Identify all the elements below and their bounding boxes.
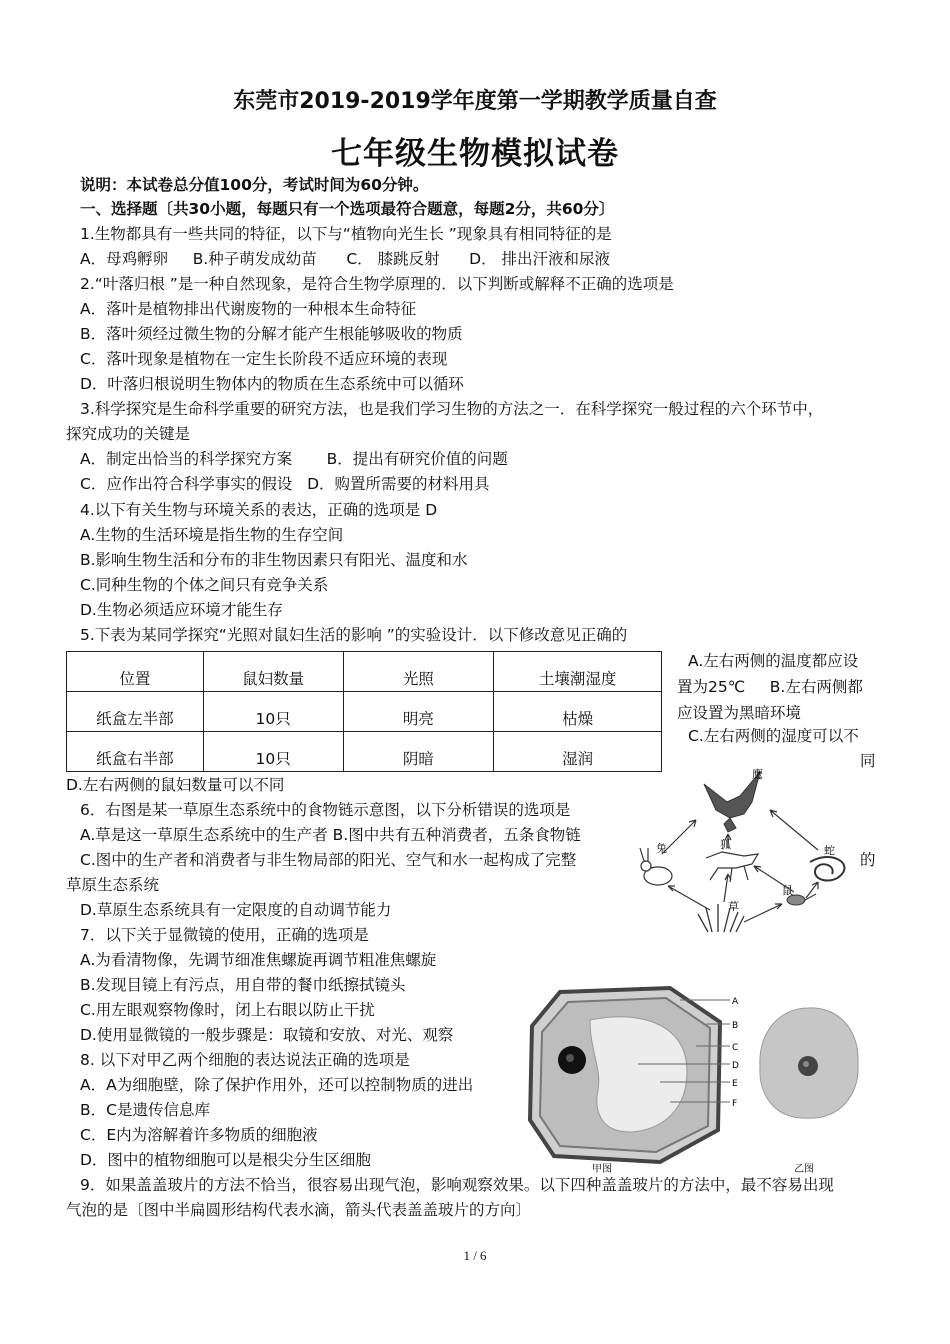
fox-icon [706,852,758,882]
table-cell: 湿润 [494,732,662,772]
q7-option-b: B.发现目镜上有污点，用自带的餐巾纸擦拭镜头 [80,976,406,994]
q9-stem-line1: 9．如果盖盖玻片的方法不恰当，很容易出现气泡，影响观察效果。以下四种盖盖玻片的方法中，最不容易出现 [80,1176,834,1194]
table-cell: 纸盒右半部 [67,732,204,772]
q2-option-a: A．落叶是植物排出代谢废物的一种根本生命特征 [80,300,417,318]
experiment-table [66,651,662,772]
q1-stem: 1.生物都具有一些共同的特征，以下与“植物向光生长 ”现象具有相同特征的是 [80,225,612,243]
q3-options-cd: C．应作出符合科学事实的假设 D．购置所需要的材料用具 [80,475,490,493]
label-b: B [732,1021,739,1031]
q6-option-d: D.草原生态系统具有一定限度的自动调节能力 [80,901,392,919]
label-a: A [732,997,739,1007]
q5-side-line3: 应设置为黑暗环境 [677,704,802,722]
q6-option-c-tail: 的 [860,851,876,869]
q9-stem-line2: 气泡的是〔图中半扁圆形结构代表水滴，箭头代表盖盖玻片的方向〕 [66,1201,532,1219]
q4-option-c: C.同种生物的个体之间只有竞争关系 [80,576,329,594]
q6-option-c-line1: C.图中的生产者和消费者与非生物局部的阳光、空气和水一起构成了完整 [80,851,577,869]
label-c: C [732,1043,739,1053]
q3-stem-line1: 3.科学探究是生命科学重要的研究方法，也是我们学习生物的方法之一．在科学探究一般过程的六个环节中， [80,400,824,418]
q8-option-b: B．C是遗传信息库 [80,1101,210,1119]
page-number: 1 / 6 [463,1248,487,1263]
q2-stem: 2.“叶落归根 ”是一种自然现象，是符合生物学原理的．以下判断或解释不正确的选项是 [80,275,674,293]
q7-option-c: C.用左眼观察物像时，闭上右眼以防止干扰 [80,1001,375,1019]
q3-options-ab: A．制定出恰当的科学探究方案 B．提出有研究价值的问题 [80,450,508,468]
q2-option-b: B．落叶须经过微生物的分解才能产生根能够吸收的物质 [80,325,463,343]
q5-side-line2: 置为25℃ B.左右两侧都 [677,678,863,696]
q3-stem-line2: 探究成功的关键是 [66,425,191,443]
section-heading: 一、选择题〔共30小题，每题只有一个选项最符合题意，每题2分，共60分〕 [80,200,615,218]
label-fox: 狐 [720,838,731,851]
q4-option-b: B.影响生物生活和分布的非生物因素只有阳光、温度和水 [80,551,468,569]
q5-option-d: D.左右两侧的鼠妇数量可以不同 [66,776,285,794]
q8-stem: 8. 以下对甲乙两个细胞的表达说法正确的选项是 [80,1051,410,1069]
table-header-row [67,652,662,692]
q5-side-line1: A.左右两侧的温度都应设 [688,652,859,670]
table-cell: 明亮 [343,692,494,732]
q4-option-a: A.生物的生活环境是指生物的生存空间 [80,526,344,544]
exam-main-title: 七年级生物模拟试卷 [331,136,619,172]
table-row [67,692,662,732]
cell-figure [520,980,870,1175]
q4-stem: 4.以下有关生物与环境关系的表达，正确的选项是 D [80,501,438,519]
table-cell: 10只 [203,692,343,732]
q5-side-line5: 同 [860,752,876,770]
q4-option-d: D.生物必须适应环境才能生存 [80,601,283,619]
label-e: E [732,1079,738,1089]
table-header-cell: 光照 [343,652,494,692]
label-d: D [732,1061,739,1071]
q7-option-a: A.为看清物像，先调节细准焦螺旋再调节粗准焦螺旋 [80,951,437,969]
table-cell: 阴暗 [343,732,494,772]
eagle-icon [704,772,760,832]
table-header-cell: 鼠妇数量 [203,652,343,692]
table-header-cell: 位置 [67,652,204,692]
q7-option-d: D.使用显微镜的一般步骤是：取镜和安放、对光、观察 [80,1026,454,1044]
exam-header-title: 东莞市2019-2019学年度第一学期教学质量自查 [233,89,717,114]
q5-side-line4: C.左右两侧的湿度可以不 [688,727,859,745]
label-f: F [732,1099,738,1109]
label-mouse: 鼠 [782,884,793,897]
snake-icon [810,857,844,881]
table-row [67,732,662,772]
q2-option-d: D．叶落归根说明生物体内的物质在生态系统中可以循环 [80,375,464,393]
q8-option-d: D．图中的植物细胞可以是根尖分生区细胞 [80,1151,371,1169]
plant-cell-icon [530,988,720,1162]
q5-stem: 5.下表为某同学探究“光照对鼠妇生活的影响 ”的实验设计．以下修改意见正确的 [80,626,628,644]
q6-option-ab: A.草是这一草原生态系统中的生产者 B.图中共有五种消费者，五条食物链 [80,826,581,844]
label-jia: 甲图 [592,1164,612,1175]
label-yi: 乙图 [794,1164,814,1175]
label-rabbit: 兔 [656,842,667,855]
table-cell: 纸盒左半部 [67,692,204,732]
animal-cell-icon [760,1008,858,1118]
exam-note: 说明：本试卷总分值100分，考试时间为60分钟。 [80,176,429,194]
label-snake: 蛇 [824,844,835,857]
table-cell: 枯燥 [494,692,662,732]
table-cell: 10只 [203,732,343,772]
q1-options: A．母鸡孵卵 B.种子萌发成幼苗 C． 膝跳反射 D． 排出汗液和尿液 [80,250,611,268]
q6-stem: 6．右图是某一草原生态系统中的食物链示意图，以下分析错误的选项是 [80,801,571,819]
table-header-cell: 土壤潮湿度 [494,652,662,692]
q6-option-c-line2: 草原生态系统 [66,876,160,894]
label-grass: 草 [728,900,739,913]
q7-stem: 7．以下关于显微镜的使用，正确的选项是 [80,926,369,944]
q2-option-c: C．落叶现象是植物在一定生长阶段不适应环境的表现 [80,350,448,368]
label-eagle: 鹰 [752,768,763,781]
q8-option-c: C．E内为溶解着许多物质的细胞液 [80,1126,318,1144]
food-web-figure [632,762,862,938]
q8-option-a: A．A为细胞壁，除了保护作用外，还可以控制物质的进出 [80,1076,474,1094]
